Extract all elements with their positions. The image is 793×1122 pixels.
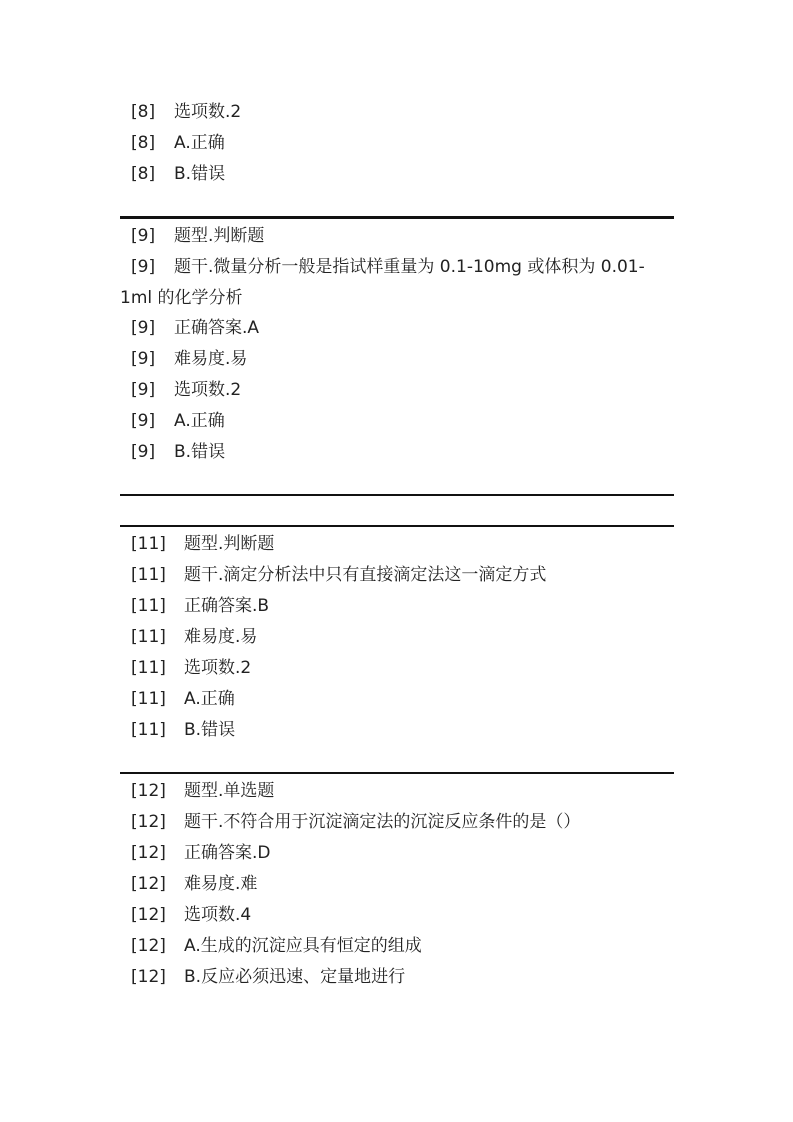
question-number: [8] bbox=[131, 133, 156, 153]
question-field: 选项数.4 bbox=[184, 905, 252, 925]
question-number: [11] bbox=[131, 565, 166, 585]
section-divider bbox=[120, 525, 674, 527]
question-number: [12] bbox=[131, 781, 166, 801]
question-number: [11] bbox=[131, 534, 166, 554]
question-number: [9] bbox=[131, 411, 156, 431]
question-number: [9] bbox=[131, 257, 156, 277]
question-field: 题型.判断题 bbox=[174, 226, 265, 246]
section-divider bbox=[120, 216, 674, 219]
question-field: B.错误 bbox=[184, 720, 236, 740]
question-number: [12] bbox=[131, 936, 166, 956]
section-divider bbox=[120, 494, 674, 496]
question-stem-continuation: 1ml 的化学分析 bbox=[120, 288, 243, 308]
question-number: [12] bbox=[131, 812, 166, 832]
question-field: 正确答案.D bbox=[184, 843, 271, 863]
question-number: [12] bbox=[131, 874, 166, 894]
question-field: A.生成的沉淀应具有恒定的组成 bbox=[184, 936, 422, 956]
question-field: 正确答案.B bbox=[184, 596, 270, 616]
question-number: [11] bbox=[131, 596, 166, 616]
question-stem: 题干.滴定分析法中只有直接滴定法这一滴定方式 bbox=[184, 565, 547, 585]
question-number: [8] bbox=[131, 164, 156, 184]
question-number: [12] bbox=[131, 905, 166, 925]
question-field: 难易度.难 bbox=[184, 874, 258, 894]
question-number: [9] bbox=[131, 380, 156, 400]
question-number: [11] bbox=[131, 658, 166, 678]
question-number: [12] bbox=[131, 843, 166, 863]
question-number: [11] bbox=[131, 627, 166, 647]
question-field: 选项数.2 bbox=[174, 380, 242, 400]
question-number: [9] bbox=[131, 442, 156, 462]
section-divider bbox=[120, 772, 674, 774]
question-field: A.正确 bbox=[174, 411, 225, 431]
question-field: A.正确 bbox=[174, 133, 225, 153]
question-field: 正确答案.A bbox=[174, 318, 260, 338]
question-field: B.错误 bbox=[174, 164, 226, 184]
question-number: [11] bbox=[131, 720, 166, 740]
question-number: [12] bbox=[131, 967, 166, 987]
question-number: [9] bbox=[131, 349, 156, 369]
question-field: 题型.判断题 bbox=[184, 534, 275, 554]
question-stem: 题干.微量分析一般是指试样重量为 0.1-10mg 或体积为 0.01- bbox=[174, 257, 645, 277]
question-field: B.反应必须迅速、定量地进行 bbox=[184, 967, 406, 987]
question-number: [9] bbox=[131, 226, 156, 246]
question-field: 选项数.2 bbox=[174, 102, 242, 122]
question-field: 题型.单选题 bbox=[184, 781, 275, 801]
question-number: [11] bbox=[131, 689, 166, 709]
question-number: [8] bbox=[131, 102, 156, 122]
question-field: B.错误 bbox=[174, 442, 226, 462]
question-stem: 题干.不符合用于沉淀滴定法的沉淀反应条件的是（） bbox=[184, 812, 581, 832]
question-field: 难易度.易 bbox=[174, 349, 248, 369]
question-field: 难易度.易 bbox=[184, 627, 258, 647]
question-field: A.正确 bbox=[184, 689, 235, 709]
question-number: [9] bbox=[131, 318, 156, 338]
question-field: 选项数.2 bbox=[184, 658, 252, 678]
